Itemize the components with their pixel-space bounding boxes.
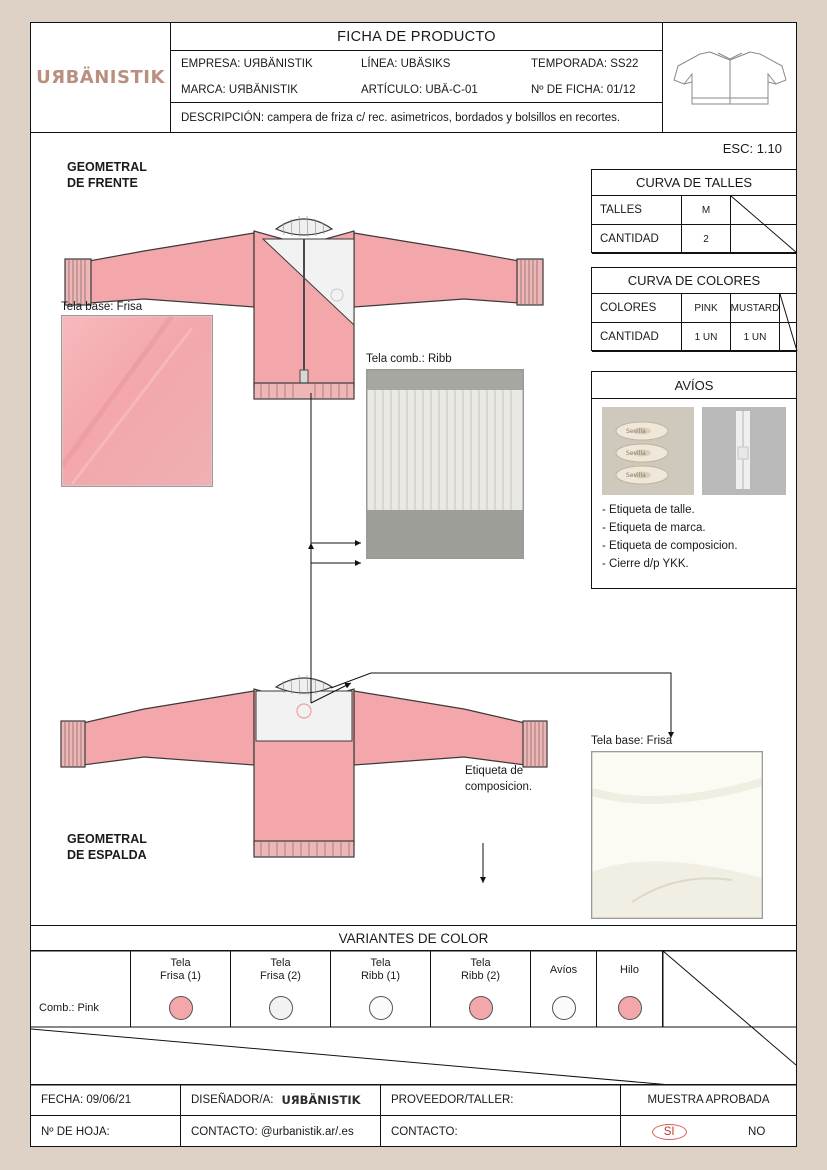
avios-panel — [591, 371, 797, 589]
sheet-title: FICHA DE PRODUCTO — [171, 23, 663, 51]
footer-muestra-col — [621, 1085, 796, 1146]
tela-comb-ribb-swatch — [366, 369, 524, 559]
tela-base-frisa-back-swatch — [591, 751, 763, 919]
table-row — [592, 294, 796, 323]
empresa-label: EMPRESA: UЯBÄNISTIK — [181, 58, 313, 70]
col-tela-frisa-1: Tela Frisa (1) — [131, 951, 231, 989]
color-2-cantidad: 1 UN — [731, 323, 780, 351]
escala-label: ESC: 1.10 — [722, 141, 782, 156]
header-sketch — [663, 23, 797, 132]
col-tela-frisa-2: Tela Frisa (2) — [231, 951, 331, 989]
linea-label: LÍNEA: UBÄSIKS — [361, 58, 451, 70]
marca-label: MARCA: UЯBÄNISTIK — [181, 84, 298, 96]
footer-proveedor-col — [381, 1085, 621, 1146]
color-1: PINK — [682, 294, 731, 322]
avios-title: AVÍOS — [592, 372, 796, 399]
list-item: - Etiqueta de composicion. — [602, 540, 738, 552]
fecha-text: FECHA: 09/06/21 — [31, 1085, 180, 1116]
svg-text:Sevilla: Sevilla — [626, 472, 646, 479]
col-avios: Avíos — [531, 951, 597, 989]
muestra-no-option[interactable]: NO — [748, 1125, 766, 1138]
col-hilo: Hilo — [597, 951, 663, 989]
jacket-thumbnail-icon — [670, 38, 790, 118]
ficha-label: Nº DE FICHA: 01/12 — [531, 84, 636, 96]
svg-text:Sevilla: Sevilla — [626, 428, 646, 435]
colores-label: COLORES — [592, 294, 682, 322]
avios-list — [592, 499, 796, 573]
variantes-de-color-title: VARIANTES DE COLOR — [31, 925, 796, 951]
curva-de-colores-table — [591, 267, 797, 351]
contacto-proveedor: CONTACTO: — [391, 1125, 458, 1138]
hoja-text: Nº DE HOJA: — [41, 1125, 110, 1138]
etiquetas-roll-photo — [602, 407, 694, 495]
curva-de-talles-table — [591, 169, 797, 253]
temporada-label: TEMPORADA: SS22 — [531, 58, 639, 70]
curva-talles-title: CURVA DE TALLES — [592, 170, 796, 196]
curva-colores-title: CURVA DE COLORES — [592, 268, 796, 294]
header-info-block — [171, 51, 663, 103]
colores-cantidad-label: CANTIDAD — [592, 323, 682, 351]
col-tela-ribb-1: Tela Ribb (1) — [331, 951, 431, 989]
proveedor-label: PROVEEDOR/TALLER: — [381, 1085, 620, 1116]
sheet-header — [31, 23, 796, 133]
muestra-si-option[interactable]: SI — [652, 1124, 687, 1140]
sheet-footer — [31, 1084, 796, 1146]
disenador-row — [181, 1085, 380, 1116]
color-1-cantidad: 1 UN — [682, 323, 731, 351]
table-row — [592, 225, 796, 254]
tela-comb-ribb-label: Tela comb.: Ribb — [366, 353, 452, 365]
talles-label: TALLES — [592, 196, 682, 224]
tela-base-frisa-front-label: Tela base: Frisa — [61, 301, 143, 313]
list-item: - Etiqueta de marca. — [602, 522, 706, 534]
talles-value: M — [682, 196, 731, 224]
descripcion-text: DESCRIPCIÓN: campera de friza c/ rec. asimetricos, bordados y bolsillos en recortes. — [171, 103, 663, 132]
brand-logo-cell — [31, 23, 171, 132]
table-row — [592, 196, 796, 225]
muestra-aprobada-label: MUESTRA APROBADA — [621, 1085, 796, 1116]
footer-disenador-col — [181, 1085, 381, 1146]
geometral-espalda-label: GEOMETRAL DE ESPALDA — [67, 832, 147, 862]
zipper-photo — [702, 407, 786, 495]
cantidad-value: 2 — [682, 225, 731, 253]
muestra-options — [621, 1116, 796, 1147]
col-tela-ribb-2: Tela Ribb (2) — [431, 951, 531, 989]
color-2: MUSTARD — [731, 294, 780, 322]
contacto-disenador: CONTACTO: @urbanistik.ar/.es — [191, 1125, 354, 1138]
list-item: - Cierre d/p YKK. — [602, 558, 689, 570]
tela-base-frisa-front-swatch — [61, 315, 213, 487]
variante-row-label: Comb.: Pink — [31, 989, 131, 1027]
product-spec-sheet — [30, 22, 797, 1147]
svg-text:Sevilla: Sevilla — [626, 450, 646, 457]
etiqueta-composicion-annotation: Etiqueta de composicion. — [465, 765, 533, 793]
brand-logo: UЯBÄNISTIK — [36, 67, 165, 88]
disenador-label: DISEÑADOR/A: — [191, 1094, 274, 1106]
footer-fecha-col — [31, 1085, 181, 1146]
disenador-value: UЯBÄNISTIK — [281, 1093, 361, 1107]
cantidad-label: CANTIDAD — [592, 225, 682, 253]
tela-base-frisa-back-label: Tela base: Frisa — [591, 735, 673, 747]
variantes-grid-lines — [31, 951, 798, 1086]
list-item: - Etiqueta de talle. — [602, 504, 695, 516]
table-row — [592, 323, 796, 352]
geometral-frente-label: GEOMETRAL DE FRENTE — [67, 160, 147, 190]
articulo-label: ARTÍCULO: UBÄ-C-01 — [361, 84, 478, 96]
